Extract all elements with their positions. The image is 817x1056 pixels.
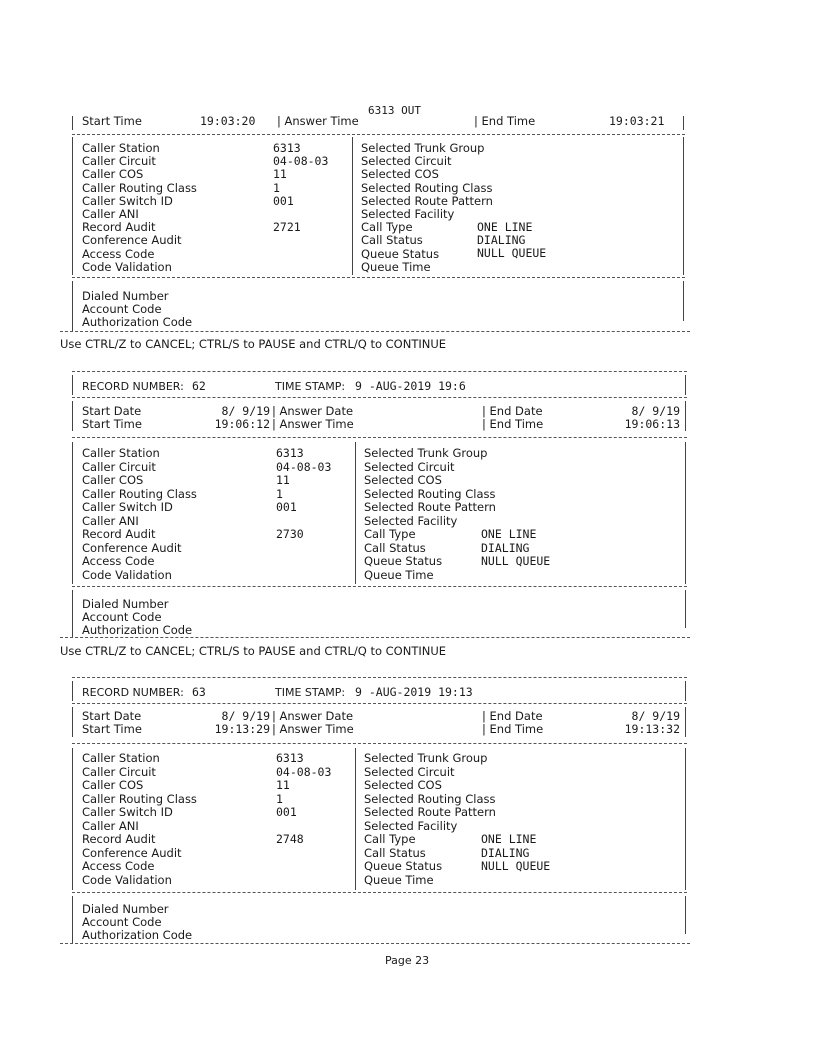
border-right: [685, 681, 686, 701]
border-right: [685, 401, 686, 431]
footer-fields: Dialed Number Account Code Authorization Code: [82, 289, 193, 329]
start-time-value: 19:03:20: [200, 114, 256, 128]
divider: [72, 371, 687, 372]
caller-fields: Caller Station Caller Circuit Caller COS Caller Routing Class Caller Switch ID Caller ANI Record Audit Conference Audit Access Code Code Validation: [82, 446, 197, 582]
time-stamp-label: TIME STAMP:: [275, 380, 346, 393]
record-number: 63: [192, 685, 206, 699]
divider: [72, 892, 687, 893]
footer-fields: Dialed Number Account Code Authorization Code: [82, 902, 193, 942]
border-left: [72, 896, 73, 944]
column-divider: [355, 442, 356, 584]
end-labels: | End Date | End Time: [482, 709, 544, 736]
answer-time-label: | Answer Time: [277, 114, 359, 128]
selected-fields: Selected Trunk Group Selected Circuit Selected COS Selected Routing Class Selected Route Pattern Selected Facility Call Type Call Status Queue Status Queue Time: [361, 141, 493, 274]
divider: [72, 743, 687, 744]
divider: [60, 943, 690, 944]
border-left: [72, 590, 73, 638]
column-divider: [352, 137, 353, 275]
divider: [60, 331, 690, 332]
selected-fields: Selected Trunk Group Selected Circuit Selected COS Selected Routing Class Selected Route Pattern Selected Facility Call Type Call Status Queue Status Queue Time: [364, 751, 496, 887]
end-values: 8/ 9/19 19:06:13: [624, 404, 680, 431]
caller-fields: Caller Station Caller Circuit Caller COS Caller Routing Class Caller Switch ID Caller ANI Record Audit Conference Audit Access Code Code Validation: [82, 141, 197, 274]
column-divider: [355, 748, 356, 890]
time-stamp-label: TIME STAMP:: [275, 686, 346, 699]
border-left: [72, 442, 73, 584]
border-right: [683, 281, 684, 321]
record-number-label: RECORD NUMBER:: [82, 380, 184, 393]
caller-values: 6313 04-08-03 11 1 001 2730: [276, 446, 332, 541]
selected-values: ONE LINE DIALING NULL QUEUE: [481, 832, 551, 873]
divider: [72, 586, 687, 587]
record-number-label: RECORD NUMBER:: [82, 686, 184, 699]
border-left: [72, 401, 73, 431]
footer-fields: Dialed Number Account Code Authorization Code: [82, 597, 193, 637]
border-left: [72, 707, 73, 737]
divider: [72, 703, 687, 704]
border-right: [685, 896, 686, 934]
start-labels: Start Date Start Time: [82, 709, 142, 736]
record-number: 62: [192, 379, 206, 393]
continue-prompt: Use CTRL/Z to CANCEL; CTRL/S to PAUSE and CTRL/Q to CONTINUE: [60, 644, 447, 658]
border-left: [72, 748, 73, 890]
report-title: 6313 OUT: [368, 104, 421, 117]
border-right: [685, 442, 686, 584]
border-left: [72, 137, 73, 275]
selected-values: ONE LINE DIALING NULL QUEUE: [477, 220, 547, 261]
divider: [60, 637, 690, 638]
answer-labels: | Answer Date | Answer Time: [272, 709, 354, 736]
answer-labels: | Answer Date | Answer Time: [272, 404, 354, 431]
border-left: [72, 116, 73, 130]
divider: [72, 677, 687, 678]
border-left: [72, 375, 73, 395]
start-values: 8/ 9/19 19:06:12: [214, 404, 270, 431]
divider: [72, 134, 685, 135]
end-time-value: 19:03:21: [609, 114, 665, 128]
selected-fields: Selected Trunk Group Selected Circuit Selected COS Selected Routing Class Selected Route Pattern Selected Facility Call Type Call Status Queue Status Queue Time: [364, 446, 496, 582]
border-right: [683, 116, 684, 130]
start-values: 8/ 9/19 19:13:29: [214, 709, 270, 736]
start-labels: Start Date Start Time: [82, 404, 142, 431]
continue-prompt: Use CTRL/Z to CANCEL; CTRL/S to PAUSE and CTRL/Q to CONTINUE: [60, 337, 447, 351]
page-number: Page 23: [385, 954, 430, 967]
end-values: 8/ 9/19 19:13:32: [624, 709, 680, 736]
divider: [72, 277, 685, 278]
time-stamp: 9 -AUG-2019 19:13: [355, 685, 473, 699]
border-left: [72, 681, 73, 701]
border-right: [685, 707, 686, 737]
end-time-label: | End Time: [474, 114, 536, 128]
border-right: [685, 748, 686, 890]
border-right: [685, 590, 686, 628]
border-right: [683, 137, 684, 275]
caller-fields: Caller Station Caller Circuit Caller COS Caller Routing Class Caller Switch ID Caller ANI Record Audit Conference Audit Access Code Code Validation: [82, 751, 197, 887]
end-labels: | End Date | End Time: [482, 404, 544, 431]
start-time-label: Start Time: [82, 114, 142, 128]
divider: [72, 437, 687, 438]
border-left: [72, 281, 73, 331]
caller-values: 6313 04-08-03 11 1 001 2721: [273, 141, 329, 235]
divider: [72, 397, 687, 398]
caller-values: 6313 04-08-03 11 1 001 2748: [276, 751, 332, 846]
border-right: [685, 375, 686, 395]
selected-values: ONE LINE DIALING NULL QUEUE: [481, 527, 551, 568]
time-stamp: 9 -AUG-2019 19:6: [355, 379, 466, 393]
